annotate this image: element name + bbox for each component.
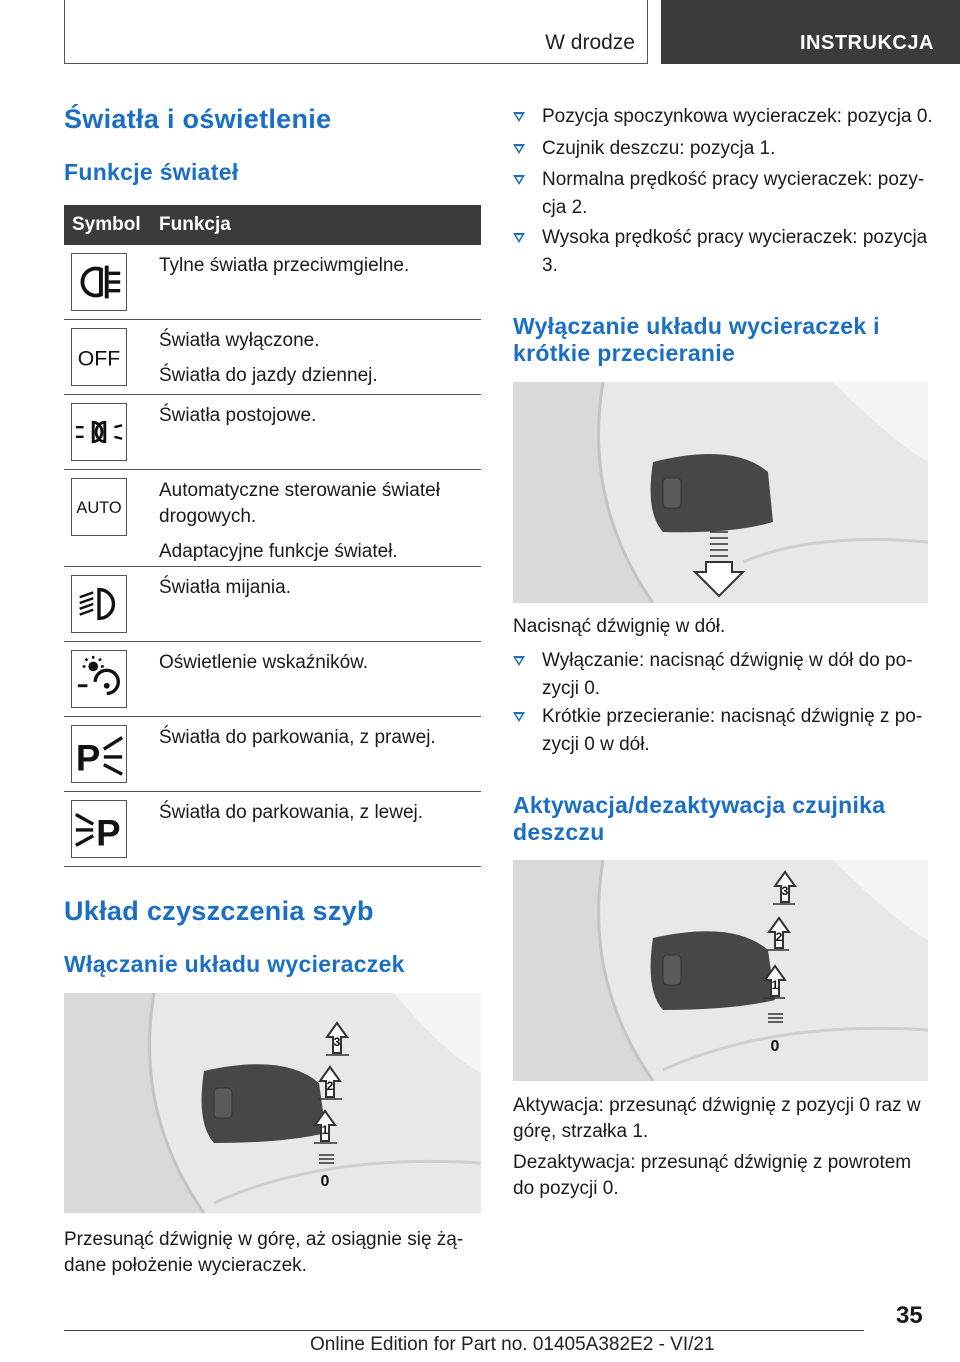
- footer-edition: Online Edition for Part no. 01405A382E2 - VI/21: [310, 1334, 715, 1355]
- wipers-on-title: Włączanie układu wycieraczek: [64, 951, 405, 977]
- svg-text:OFF: OFF: [77, 347, 121, 371]
- wipers-on-text: Przesunąć dźwignię w górę, aż osiągnie się żą-dane położenie wycieraczek.: [64, 1229, 464, 1276]
- lever-mark-3: 3: [333, 1035, 341, 1049]
- lever-mark-0: 0: [770, 1038, 780, 1055]
- wipers-off-text: Nacisnąć dźwignię w dół.: [513, 616, 726, 637]
- wipers-title: Układ czyszczenia szyb: [64, 896, 374, 926]
- svg-text:P: P: [75, 737, 101, 779]
- function-text: Światła mijania.: [159, 577, 291, 598]
- wipers-off-title: Wyłączanie układu wycieraczek i krótkie przecieranie: [513, 313, 880, 366]
- function-text: Światła do parkowania, z prawej.: [159, 727, 436, 748]
- table-row: [64, 320, 481, 395]
- low-beam-icon: [71, 575, 127, 633]
- function-text: Światła do parkowania, z lewej.: [159, 802, 424, 823]
- table-row: [64, 470, 481, 567]
- footer-divider: [64, 1330, 864, 1331]
- svg-text:P: P: [96, 812, 121, 854]
- lever-mark-2: 2: [326, 1079, 334, 1093]
- svg-text:AUTO: AUTO: [76, 498, 122, 517]
- header-section: W drodze: [545, 31, 635, 54]
- rain-sensor-title: Aktywacja/dezaktywacja czujnika deszczu: [513, 792, 886, 845]
- list-item: Krótkie przecieranie: nacisnąć dźwignię z po-zycji 0 w dół.: [513, 703, 933, 759]
- function-text: Tylne światła przeciwmgielne.: [159, 255, 410, 276]
- parking-lights-icon: [71, 403, 127, 461]
- list-item: Wyłączanie: nacisnąć dźwignię w dół do po-zycji 0.: [513, 647, 933, 703]
- rain-sensor-deactivate-text: Dezaktywacja: przesunąć dźwignię z powrotem do pozycji 0.: [513, 1152, 912, 1199]
- table-row: [64, 792, 481, 867]
- page-number: 35: [896, 1302, 923, 1329]
- lever-mark-0: 0: [320, 1173, 330, 1190]
- function-text: Adaptacyjne funkcje świateł.: [159, 541, 398, 562]
- header-section-tab: [64, 0, 648, 64]
- table-row: [64, 642, 481, 717]
- section-title: Światła i oświetlenie: [64, 104, 332, 134]
- function-text: Automatyczne sterowanie świateł drogowych.: [159, 480, 440, 527]
- function-text: Światła postojowe.: [159, 405, 317, 426]
- table-row: [64, 567, 481, 642]
- table-row: [64, 717, 481, 792]
- instrument-lighting-icon: [71, 650, 127, 708]
- header-chapter: INSTRUKCJA: [800, 32, 934, 54]
- table-header: [64, 205, 481, 245]
- parking-right-icon: [71, 725, 127, 783]
- function-text: Oświetlenie wskaźników.: [159, 652, 369, 673]
- subsection-title: Funkcje świateł: [64, 159, 239, 185]
- col-function-header: Funkcja: [159, 214, 231, 235]
- rain-sensor-lever-image: [513, 860, 928, 1081]
- lever-mark-3: 3: [781, 884, 789, 898]
- off-icon: [71, 328, 127, 386]
- list-item: Normalna prędkość pracy wycieraczek: pozy-cja 2.: [513, 166, 933, 222]
- auto-icon: [71, 478, 127, 536]
- function-text: Światła do jazdy dziennej.: [159, 365, 378, 386]
- rain-sensor-activate-text: Aktywacja: przesunąć dźwignię z pozycji 0 raz w górę, strzałka 1.: [513, 1095, 921, 1142]
- lever-mark-1: 1: [321, 1123, 329, 1137]
- light-functions-table: [64, 205, 481, 867]
- list-item: Wysoka prędkość pracy wycieraczek: pozycja 3.: [513, 224, 933, 280]
- col-symbol-header: Symbol: [72, 214, 141, 235]
- table-row: [64, 245, 481, 320]
- lever-mark-1: 1: [771, 978, 779, 992]
- wiper-lever-down-image: [513, 382, 928, 603]
- wiper-lever-positions-image: [64, 993, 481, 1213]
- list-item: Czujnik deszczu: pozycja 1.: [513, 135, 933, 163]
- function-text: Światła wyłączone.: [159, 330, 320, 351]
- parking-left-icon: [71, 800, 127, 858]
- list-item: Pozycja spoczynkowa wycieraczek: pozycja 0.: [513, 103, 933, 131]
- table-row: [64, 395, 481, 470]
- lever-mark-2: 2: [775, 930, 783, 944]
- header-chapter-tab: [661, 0, 960, 64]
- rear-fog-light-icon: [71, 253, 127, 311]
